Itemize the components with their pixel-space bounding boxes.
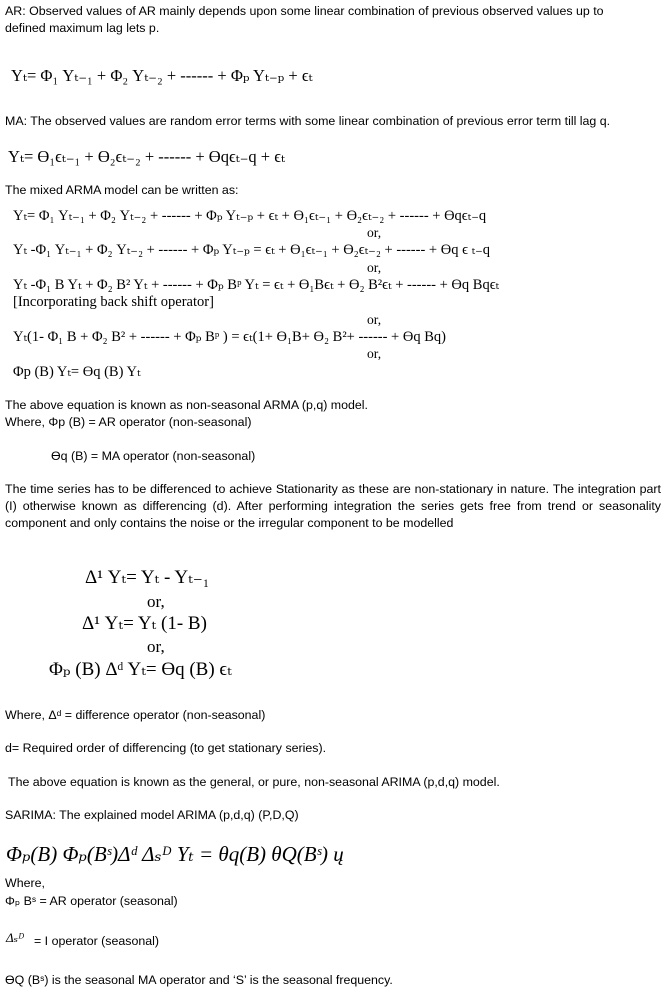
where-difference-operator: Where, Δᵈ = difference operator (non-seasonal) (5, 708, 266, 722)
or-separator-2: or, (367, 260, 382, 275)
diff-equation-3: Φₚ (B) Δᵈ Yₜ= ϴq (B) ϵₜ (49, 659, 232, 680)
ar-description-line2: defined maximum lag lets p. (5, 21, 160, 35)
diff-or-2: or, (147, 637, 165, 656)
seasonal-delta-symbol: Δₛᴰ (6, 930, 25, 945)
seasonal-ma-operator: ϴQ (Bˢ) is the seasonal MA operator and ‘S’ is the seasonal frequency. (5, 973, 393, 987)
d-definition: d= Required order of differencing (to get stationary series). (5, 741, 327, 755)
arma-equation-4: Yₜ(1- Φ₁ B + Φ₂ B² + ------ + Φₚ Bᵖ ) = ϵₜ(1+ ϴ₁B+ ϴ₂ B²+ ------ + ϴq Bq) (13, 329, 446, 345)
arma-equation-1: Yₜ= Φ₁ Yₜ₋₁ + Φ₂ Yₜ₋₂ + ------ + Φₚ Yₜ₋ₚ + ϵₜ + ϴ₁ϵₜ₋₁ + ϴ₂ϵₜ₋₂ + ------ + ϴqϵₜ₋q (13, 208, 487, 224)
diff-equation-1: Δ¹ Yₜ= Yₜ - Yₜ₋₁ (85, 567, 210, 588)
where-ma-operator: ϴq (B) = MA operator (non-seasonal) (51, 449, 256, 463)
ar-description-line1: AR: Observed values of AR mainly depends upon some linear combination of previous observed values up to (5, 4, 604, 18)
differencing-paragraph: The time series has to be differenced to achieve Stationarity as these are non-stationary in nature. The integration part (I) otherwise known as differencing (d). After performing integration the series gets free from trend or seasonality component and only contains the noise or the irregular component to be modelled (5, 482, 661, 530)
arma-equation-2: Yₜ -Φ₁ Yₜ₋₁ + Φ₂ Yₜ₋₂ + ------ + Φₚ Yₜ₋ₚ = ϵₜ + ϴ₁ϵₜ₋₁ + ϴ₂ϵₜ₋₂ + ------ + ϴq ϵ ₜ₋q (13, 242, 491, 258)
seasonal-i-operator: = I operator (seasonal) (34, 934, 160, 948)
sarima-where: Where, (5, 876, 45, 890)
seasonal-ar-operator: Φₚ Bˢ = AR operator (seasonal) (5, 894, 178, 908)
or-separator-4: or, (367, 346, 382, 361)
arima-known-as: The above equation is known as the general, or pure, non-seasonal ARIMA (p,d,q) model. (8, 775, 500, 789)
arma-known-as: The above equation is known as non-seasonal ARMA (p,q) model. (5, 398, 368, 412)
where-ar-operator: Where, Φp (B) = AR operator (non-seasonal) (5, 415, 252, 429)
diff-or-1: or, (147, 592, 165, 611)
back-shift-note: [Incorporating back shift operator] (13, 294, 214, 310)
ma-description: MA: The observed values are random error terms with some linear combination of previous error term till lag q. (5, 114, 611, 128)
or-separator-3: or, (367, 312, 382, 327)
sarima-heading: SARIMA: The explained model ARIMA (p,d,q) (P,D,Q) (5, 808, 299, 822)
arma-equation-3: Yₜ -Φ₁ B Yₜ + Φ₂ B² Yₜ + ------ + Φₚ Bᵖ Yₜ = ϵₜ + ϴ₁Bϵₜ + ϴ₂ B²ϵₜ + ------ + ϴq Bqϵₜ (13, 277, 500, 293)
mixed-arma-heading: The mixed ARMA model can be written as: (5, 183, 239, 197)
arma-equation-5: Φp (B) Yₜ= ϴq (B) Yₜ (13, 364, 141, 380)
diff-equation-2: Δ¹ Yₜ= Yₜ (1- B) (82, 613, 207, 634)
ma-equation: Yₜ= ϴ₁ϵₜ₋₁ + ϴ₂ϵₜ₋₂ + ------ + ϴqϵₜ₋q + ϵₜ (8, 147, 285, 166)
ar-equation: Yₜ= Φ₁ Yₜ₋₁ + Φ₂ Yₜ₋₂ + ------ + Φₚ Yₜ₋ₚ + ϵₜ (11, 66, 313, 85)
or-separator-1: or, (367, 225, 382, 240)
sarima-equation: Φₚ(B) Φₚ(Bˢ)Δᵈ Δₛᴰ Yₜ = θq(B) θQ(Bˢ) ų (6, 842, 344, 866)
